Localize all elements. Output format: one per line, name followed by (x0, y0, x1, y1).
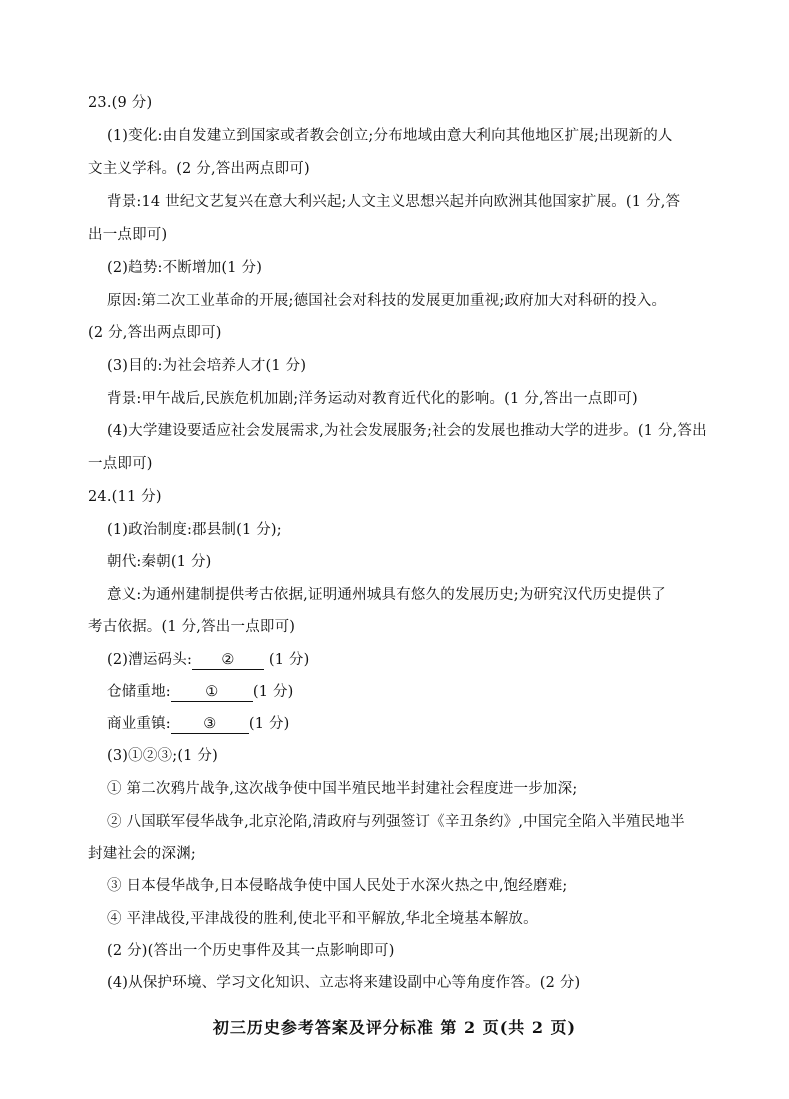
q24-header: 24.(11 分) (88, 489, 162, 505)
q23-part1-background: 背景:14 世纪文艺复兴在意大利兴起;人文主义思想兴起并向欧洲其他国家扩展。(1 分,答 (107, 194, 681, 210)
q24-part1-dynasty: 朝代:秦朝(1 分) (107, 554, 212, 570)
q24-part1-system: (1)政治制度:郡县制(1 分); (107, 522, 282, 538)
q24-part3-item2: ② 八国联军侵华战争,北京沦陷,清政府与列强签订《辛丑条约》,中国完全陷入半殖民地半 (107, 814, 685, 830)
q23-part4: (4)大学建设要适应社会发展需求,为社会发展服务;社会的发展也推动大学的进步。(1 分,答出 (107, 423, 707, 439)
q23-part2-trend: (2)趋势:不断增加(1 分) (107, 260, 263, 276)
q24-part4: (4)从保护环境、学习文化知识、立志将来建设副中心等角度作答。(2 分) (107, 975, 581, 991)
q23-part3-purpose: (3)目的:为社会培养人才(1 分) (107, 358, 307, 374)
answer-blank: ① (171, 684, 253, 702)
blank-label: (2)漕运码头: (107, 652, 193, 668)
blank-score: (1 分) (248, 716, 290, 732)
blank-label: 仓储重地: (107, 684, 171, 700)
q24-part2-commerce (107, 714, 290, 734)
q24-part3-item2-cont: 封建社会的深渊; (88, 846, 196, 862)
q23-part1-change-cont: 文主义学科。(2 分,答出两点即可) (88, 161, 310, 177)
blank-label: 商业重镇: (107, 716, 171, 732)
q24-part2-storage (107, 682, 294, 702)
q24-part3-score-note: (2 分)(答出一个历史事件及其一点影响即可) (107, 943, 395, 959)
blank-score: (1 分) (252, 684, 294, 700)
blank-score: (1 分) (268, 652, 310, 668)
q23-part1-background-cont: 出一点即可) (88, 227, 168, 243)
q23-header: 23.(9 分) (88, 95, 153, 111)
q23-part4-cont: 一点即可) (88, 456, 153, 472)
q24-part3-answer: (3)①②③;(1 分) (107, 748, 218, 764)
q24-part3-item1: ① 第二次鸦片战争,这次战争使中国半殖民地半封建社会程度进一步加深; (107, 781, 578, 797)
answer-blank: ③ (171, 716, 249, 734)
page-footer: 初三历史参考答案及评分标准 第 2 页(共 2 页) (212, 1018, 577, 1037)
q24-part3-item3: ③ 日本侵华战争,日本侵略战争使中国人民处于水深火热之中,饱经磨难; (107, 878, 568, 894)
q23-part2-reason: 原因:第二次工业革命的开展;德国社会对科技的发展更加重视;政府加大对科研的投入。 (107, 293, 667, 309)
answer-blank: ② (192, 652, 264, 670)
q23-part1-change: (1)变化:由自发建立到国家或者教会创立;分布地域由意大利向其他地区扩展;出现新的人 (107, 128, 673, 144)
q24-part1-significance: 意义:为通州建制提供考古依据,证明通州城具有悠久的发展历史;为研究汉代历史提供了 (107, 587, 666, 603)
q23-part3-background: 背景:甲午战后,民族危机加剧;洋务运动对教育近代化的影响。(1 分,答出一点即可) (107, 391, 638, 407)
q24-part2-canal-wharf (107, 650, 310, 670)
q24-part3-item4: ④ 平津战役,平津战役的胜利,使北平和平解放,华北全境基本解放。 (107, 911, 538, 927)
q23-part2-reason-cont: (2 分,答出两点即可) (88, 325, 222, 341)
q24-part1-significance-cont: 考古依据。(1 分,答出一点即可) (88, 619, 296, 635)
